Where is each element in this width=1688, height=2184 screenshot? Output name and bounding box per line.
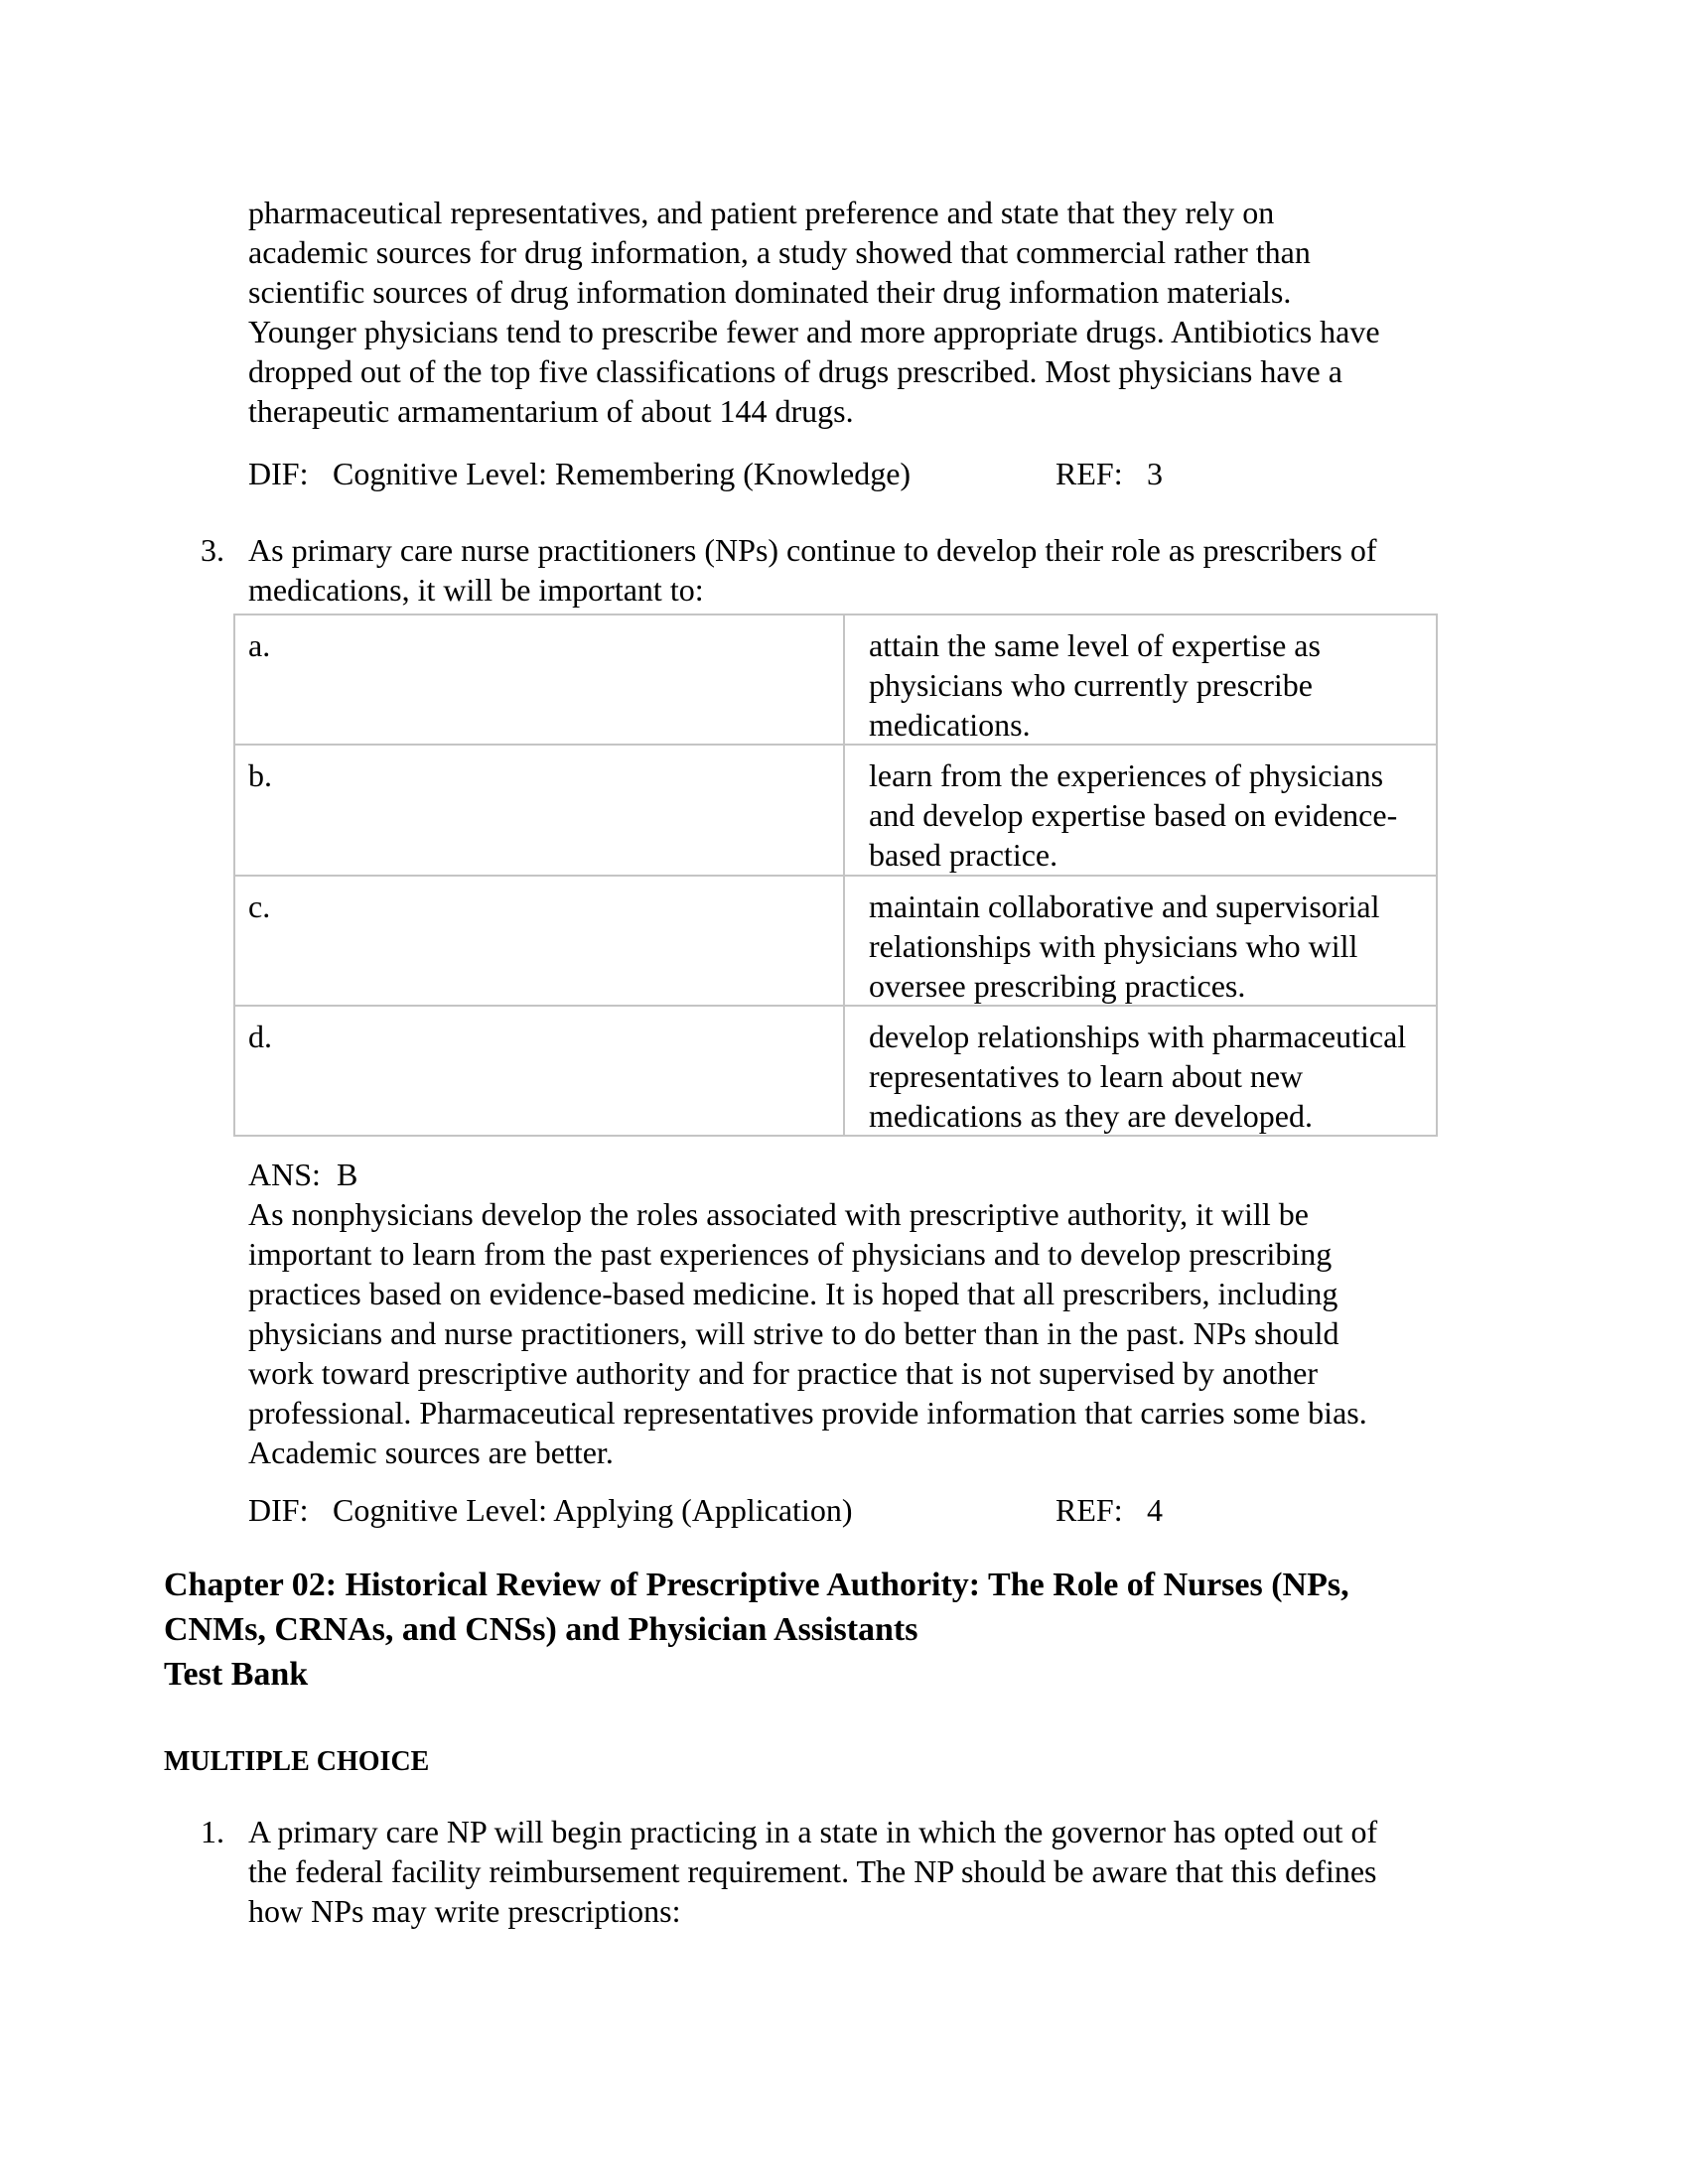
answer-value: B xyxy=(337,1157,358,1192)
chapter-heading: Chapter 02: Historical Review of Prescriptive Authority: The Role of Nurses (NPs, CNMs, CRNAs, and CNSs) and Physician Assistants Test Bank xyxy=(164,1567,1349,1693)
question-number: 1. xyxy=(201,1814,224,1849)
question-1 xyxy=(201,1812,1378,1931)
option-row-c xyxy=(235,875,1436,1005)
option-letter: c. xyxy=(248,887,271,924)
question2-meta-row xyxy=(248,454,1450,493)
question-3 xyxy=(201,530,1377,610)
option-text: develop relationships with pharmaceutical representatives to learn about new medications as they are developed. xyxy=(843,1007,1436,1135)
question-stem: A primary care NP will begin practicing in a state in which the governor has opted out of the federal facility reimbursement requirement. The NP should be aware that this defines how NPs may write prescriptions: xyxy=(248,1814,1378,1929)
question3-rationale-paragraph: As nonphysicians develop the roles associated with prescriptive authority, it will be important to learn from the past experiences of physicians and to develop prescribing practices based on evidence-based medicine. It is hoped that all prescribers, including physicians and nurse practitioners, will strive to do better than in the past. NPs should work toward prescriptive authority and for practice that is not supervised by another professional. Pharmaceutical representatives provide information that carries some bias. Academic sources are better. xyxy=(248,1196,1367,1470)
option-text: maintain collaborative and supervisorial relationships with physicians who will oversee prescribing practices. xyxy=(843,877,1436,1005)
option-row-d xyxy=(235,1005,1436,1135)
option-row-a xyxy=(235,615,1436,744)
cognitive-level-text: Cognitive Level: Applying (Application) xyxy=(333,1492,853,1528)
ref-label: REF: xyxy=(1055,1492,1123,1528)
ref-value: 4 xyxy=(1147,1492,1163,1528)
question2-rationale-paragraph: pharmaceutical representatives, and patient preference and state that they rely on academic sources for drug information, a study showed that commercial rather than scientific sources of drug information dominated their drug information materials. Younger physicians tend to prescribe fewer and more appropriate drugs. Antibiotics have dropped out of the top five classifications of drugs prescribed. Most physicians have a therapeutic armamentarium of about 144 drugs. xyxy=(248,195,1380,429)
option-letter: d. xyxy=(248,1018,272,1054)
dif-label: DIF: xyxy=(248,456,309,491)
cognitive-level-text: Cognitive Level: Remembering (Knowledge) xyxy=(333,456,912,491)
question-stem: As primary care nurse practitioners (NPs) continue to develop their role as prescribers of medications, it will be important to: xyxy=(248,532,1377,608)
answer-label: ANS: xyxy=(248,1157,321,1192)
option-letter: b. xyxy=(248,757,272,794)
option-row-b xyxy=(235,744,1436,874)
option-text: learn from the experiences of physicians and develop expertise based on evidence- based practice. xyxy=(843,746,1436,874)
section-heading: MULTIPLE CHOICE xyxy=(164,1746,430,1777)
question3-meta-row xyxy=(248,1490,1450,1530)
option-letter: a. xyxy=(248,627,271,663)
dif-label: DIF: xyxy=(248,1492,309,1528)
ref-label: REF: xyxy=(1055,456,1123,491)
option-text: attain the same level of expertise as physicians who currently prescribe medications. xyxy=(843,615,1436,744)
ref-value: 3 xyxy=(1147,456,1163,491)
question-number: 3. xyxy=(201,532,224,568)
answer-options-table xyxy=(233,614,1438,1137)
